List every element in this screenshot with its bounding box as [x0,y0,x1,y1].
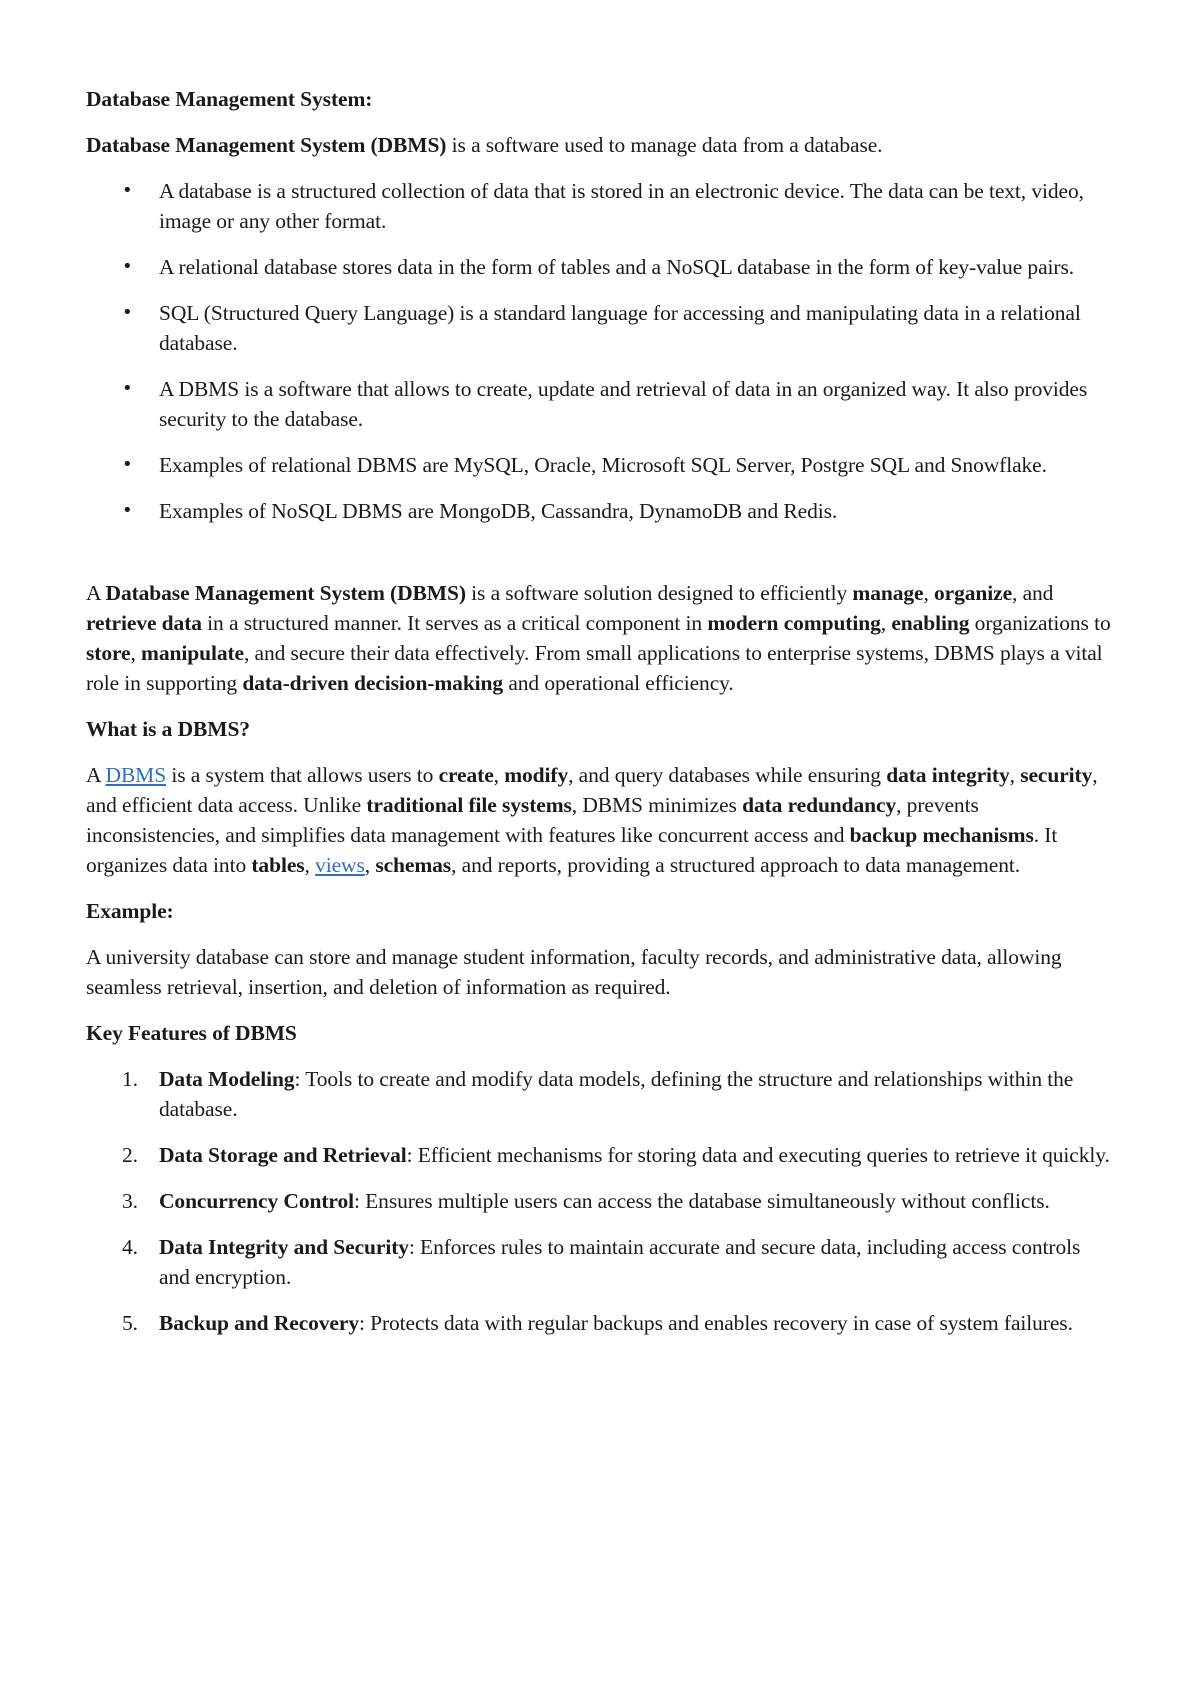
bold-term: manage [852,581,924,605]
list-number: 1. [122,1067,138,1091]
bold-term: schemas [375,853,452,877]
bold-term: data integrity [886,763,1010,787]
feature-desc: : Protects data with regular backups and enables recovery in case of system failures. [358,1311,1073,1335]
text-run: in a structured manner. It serves as a critical component in [201,611,708,635]
views-link[interactable]: views [315,853,365,877]
feature-term: Data Modeling [159,1067,295,1091]
text-run: is a system that allows users to [166,763,439,787]
document-page [86,84,1116,1354]
feature-term: Concurrency Control [159,1189,354,1213]
text-run: is a software solution designed to efficiently [465,581,853,605]
example-paragraph: A university database can store and manage student information, faculty records, and administrative data, allowing seamless retrieval, insertion, and deletion of information as required. [86,945,1062,999]
features-list [86,1064,1116,1338]
feature-term: Backup and Recovery [159,1311,359,1335]
definition-paragraph [86,760,1116,880]
text-run: A [86,763,106,787]
text-run: organizations to [969,611,1111,635]
text-run: , [923,581,935,605]
feature-desc: : Enforces rules to maintain accurate and secure data, including access controls and encryption. [159,1235,1081,1289]
bold-term: modify [504,763,569,787]
text-run: and operational efficiency. [503,671,734,695]
bold-term: data-driven decision-making [242,671,504,695]
bold-term: manipulate [141,641,244,665]
text-run: , and query databases while ensuring [568,763,887,787]
text-run: , prevents inconsistencies, and simplifies data management with features like concurrent access and [86,793,979,847]
text-run: A [86,581,106,605]
dbms-link[interactable]: DBMS [105,763,167,787]
bold-term: organize [934,581,1013,605]
text-run: , [880,611,892,635]
bold-term: traditional file systems [366,793,572,817]
what-is-dbms-heading: What is a DBMS? [86,717,250,741]
text-run: , [304,853,316,877]
bold-term: data redundancy [742,793,897,817]
bold-term: Database Management System (DBMS) [105,581,466,605]
overview-paragraph [86,578,1116,698]
list-number: 4. [122,1235,138,1259]
text-run: , DBMS minimizes [571,793,743,817]
list-number: 3. [122,1189,138,1213]
bullet-item: • A relational database stores data in the form of tables and a NoSQL database in the form of key-value pairs. [86,252,1116,282]
intro-term: Database Management System (DBMS) [86,133,447,157]
feature-item [86,1308,1116,1338]
section-spacer [86,542,1116,578]
bold-term: security [1020,763,1093,787]
feature-term: Data Storage and Retrieval [159,1143,407,1167]
text-run: , [493,763,505,787]
text-run: . It organizes data into [86,823,1058,877]
feature-desc: : Tools to create and modify data models, defining the structure and relationships within the database. [159,1067,1074,1121]
list-number: 5. [122,1311,138,1335]
key-features-heading: Key Features of DBMS [86,1021,297,1045]
bold-term: enabling [891,611,970,635]
bullet-item: • A DBMS is a software that allows to create, update and retrieval of data in an organized way. It also provides security to the database. [86,374,1116,434]
bullet-item: • Examples of relational DBMS are MySQL, Oracle, Microsoft SQL Server, Postgre SQL and Snowflake. [86,450,1116,480]
feature-desc: : Ensures multiple users can access the database simultaneously without conflicts. [353,1189,1050,1213]
feature-item [86,1186,1116,1216]
bold-term: tables [251,853,305,877]
intro-paragraph [86,130,1116,160]
example-heading: Example: [86,899,174,923]
text-run: , [1009,763,1021,787]
text-run: , and efficient data access. Unlike [86,763,1098,817]
bold-term: modern computing [707,611,881,635]
list-number: 2. [122,1143,138,1167]
feature-term: Data Integrity and Security [159,1235,409,1259]
feature-item [86,1140,1116,1170]
text-run: , and secure their data effectively. From small applications to enterprise systems, DBMS plays a vital role in supporting [86,641,1103,695]
feature-item [86,1232,1116,1292]
bold-term: retrieve data [86,611,202,635]
bold-term: create [438,763,494,787]
text-run: , and reports, providing a structured approach to data management. [451,853,1021,877]
bullet-list [86,176,1116,526]
document-title: Database Management System: [86,87,373,111]
bold-term: store [86,641,131,665]
text-run: , [364,853,376,877]
bullet-item: • SQL (Structured Query Language) is a standard language for accessing and manipulating data in a relational database. [86,298,1116,358]
bullet-item: • Examples of NoSQL DBMS are MongoDB, Cassandra, DynamoDB and Redis. [86,496,1116,526]
intro-rest: is a software used to manage data from a database. [446,133,883,157]
text-run: , and [1012,581,1054,605]
bold-term: backup mechanisms [849,823,1034,847]
feature-desc: : Efficient mechanisms for storing data and executing queries to retrieve it quickly. [406,1143,1110,1167]
text-run: , [130,641,142,665]
bullet-item: • A database is a structured collection of data that is stored in an electronic device. The data can be text, video, image or any other format. [86,176,1116,236]
feature-item [86,1064,1116,1124]
